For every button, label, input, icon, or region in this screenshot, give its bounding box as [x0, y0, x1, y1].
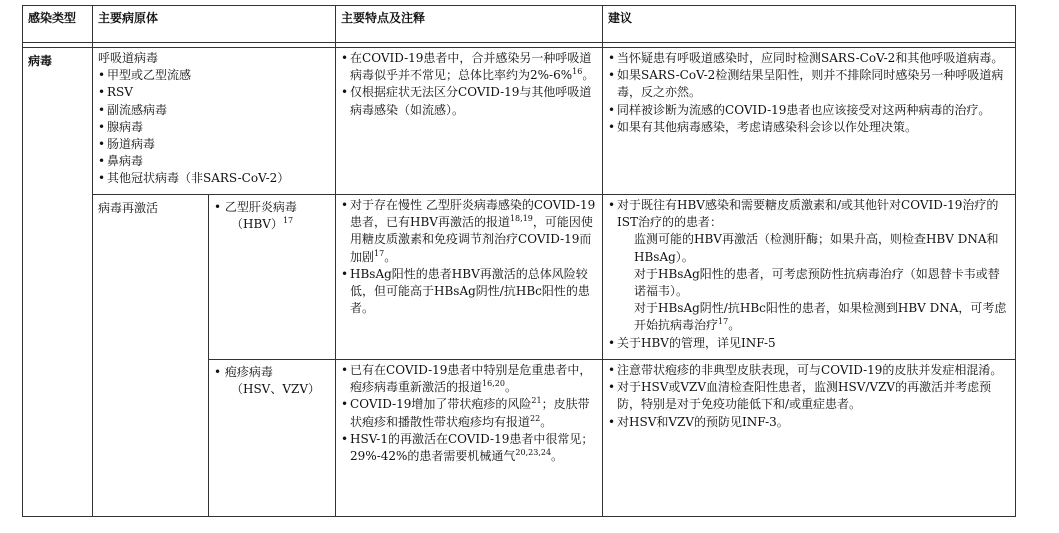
advice-item: • 如果SARS-CoV-2检测结果呈阳性，则并不排除同时感染另一种呼吸道病毒，反之亦然。: [608, 67, 1010, 101]
advice-subitem: 监测可能的HBV再激活（检测肝酶；如果升高，则检查HBV DNA和HBsAg）。: [634, 232, 999, 264]
hsv-pathogen: • 疱疹病毒 （HSV、VZV）: [209, 360, 336, 517]
advice-item: • 对于既往有HBV感染和需要糖皮质激素和/或其他针对COVID-19治疗的IST治疗的的患者：: [608, 197, 1010, 231]
hsv-advice: [603, 360, 1016, 517]
advice-subitem: 对于HBsAg阴性/抗HBc阳性的患者，如果检测到HBV DNA，可考虑开始抗病毒治疗$^{17}$。: [634, 301, 1007, 333]
respiratory-pathogen-list: [98, 67, 330, 187]
header-infection-type: 感染类型: [23, 6, 93, 43]
pathogen-item: • 其他冠状病毒（非SARS-CoV-2）: [98, 170, 330, 187]
feature-item: • 仅根据症状无法区分COVID-19与其他呼吸道病毒感染（如流感）。: [341, 84, 597, 118]
feature-item: • 对于存在慢性 乙型肝炎病毒感染的COVID-19患者，已有HBV再激活的报道$^{18,19}$，可能因使用糖皮质激素和免疫调节剂治疗COVID-19而加剧$^{17}$。: [341, 197, 597, 266]
header-pathogen: 主要病原体: [93, 6, 336, 43]
header-features: 主要特点及注释: [336, 6, 603, 43]
feature-item: • HBsAg阳性的患者HBV再激活的总体风险较低，但可能高于HBsAg阴性/抗HBc阳性的患者。: [341, 266, 597, 318]
advice-subitem: 对于HBsAg阳性的患者，可考虑预防性抗病毒治疗（如恩替卡韦或替诺福韦）。: [634, 266, 1000, 299]
respiratory-row: [23, 48, 1016, 195]
hbv-pathogen: • 乙型肝炎病毒 （HBV）$^{17}$: [209, 195, 336, 360]
pathogen-item: • 甲型或乙型流感: [98, 67, 330, 84]
reactivation-title: 病毒再激活: [93, 195, 209, 517]
advice-item: • 关于HBV的管理，详见INF-5: [608, 335, 1010, 352]
respiratory-features: [336, 48, 603, 195]
hbv-features: [336, 195, 603, 360]
feature-item: • COVID-19增加了带状疱疹的风险$^{21}$；皮肤带状疱疹和播散性带状疱疹均有报道$^{22}$。: [341, 396, 597, 430]
pathogen-item: • RSV: [98, 84, 330, 101]
hbv-advice: [603, 195, 1016, 360]
pathogen-item: • 肠道病毒: [98, 136, 330, 153]
pathogen-table: [22, 5, 1016, 517]
pathogen-item: • 腺病毒: [98, 119, 330, 136]
respiratory-pathogens: [93, 48, 336, 195]
header-advice: 建议: [603, 6, 1016, 43]
advice-item: • 对HSV和VZV的预防见INF-3。: [608, 414, 1010, 431]
hsv-features: [336, 360, 603, 517]
pathogen-item: • 副流感病毒: [98, 102, 330, 119]
hbv-name: 乙型肝炎病毒: [224, 200, 297, 214]
hsv-name: 疱疹病毒: [224, 365, 273, 379]
feature-item: • 在COVID-19患者中，合并感染另一种呼吸道病毒似乎并不常见；总体比率约为2%-6%$^{16}$。: [341, 50, 597, 84]
respiratory-advice: [603, 48, 1016, 195]
pathogen-item: • 鼻病毒: [98, 153, 330, 170]
feature-item: • 已有在COVID-19患者中特别是危重患者中，疱疹病毒重新激活的报道$^{16,20}$。: [341, 362, 597, 396]
advice-item: • 同样被诊断为流感的COVID-19患者也应该接受对这两种病毒的治疗。: [608, 102, 1010, 119]
hbv-row: [23, 195, 1016, 360]
category-virus: 病毒: [23, 48, 93, 517]
respiratory-title: 呼吸道病毒: [98, 51, 159, 65]
advice-item: • 如果有其他病毒感染，考虑请感染科会诊以作处理决策。: [608, 119, 1010, 136]
hbv-abbr: （HBV）: [231, 217, 283, 231]
advice-item: • 当怀疑患有呼吸道感染时，应同时检测SARS-CoV-2和其他呼吸道病毒。: [608, 50, 1010, 67]
hsv-abbr: （HSV、VZV）: [231, 382, 321, 396]
header-row: [23, 6, 1016, 43]
feature-item: • HSV-1的再激活在COVID-19患者中很常见；29%-42%的患者需要机械通气$^{20,23,24}$。: [341, 431, 597, 465]
advice-item: • 对于HSV或VZV血清检查阳性患者，监测HSV/VZV的再激活并考虑预防，特别是对于免疫功能低下和/或重症患者。: [608, 379, 1010, 413]
advice-item: • 注意带状疱疹的非典型皮肤表现，可与COVID-19的皮肤并发症相混淆。: [608, 362, 1010, 379]
